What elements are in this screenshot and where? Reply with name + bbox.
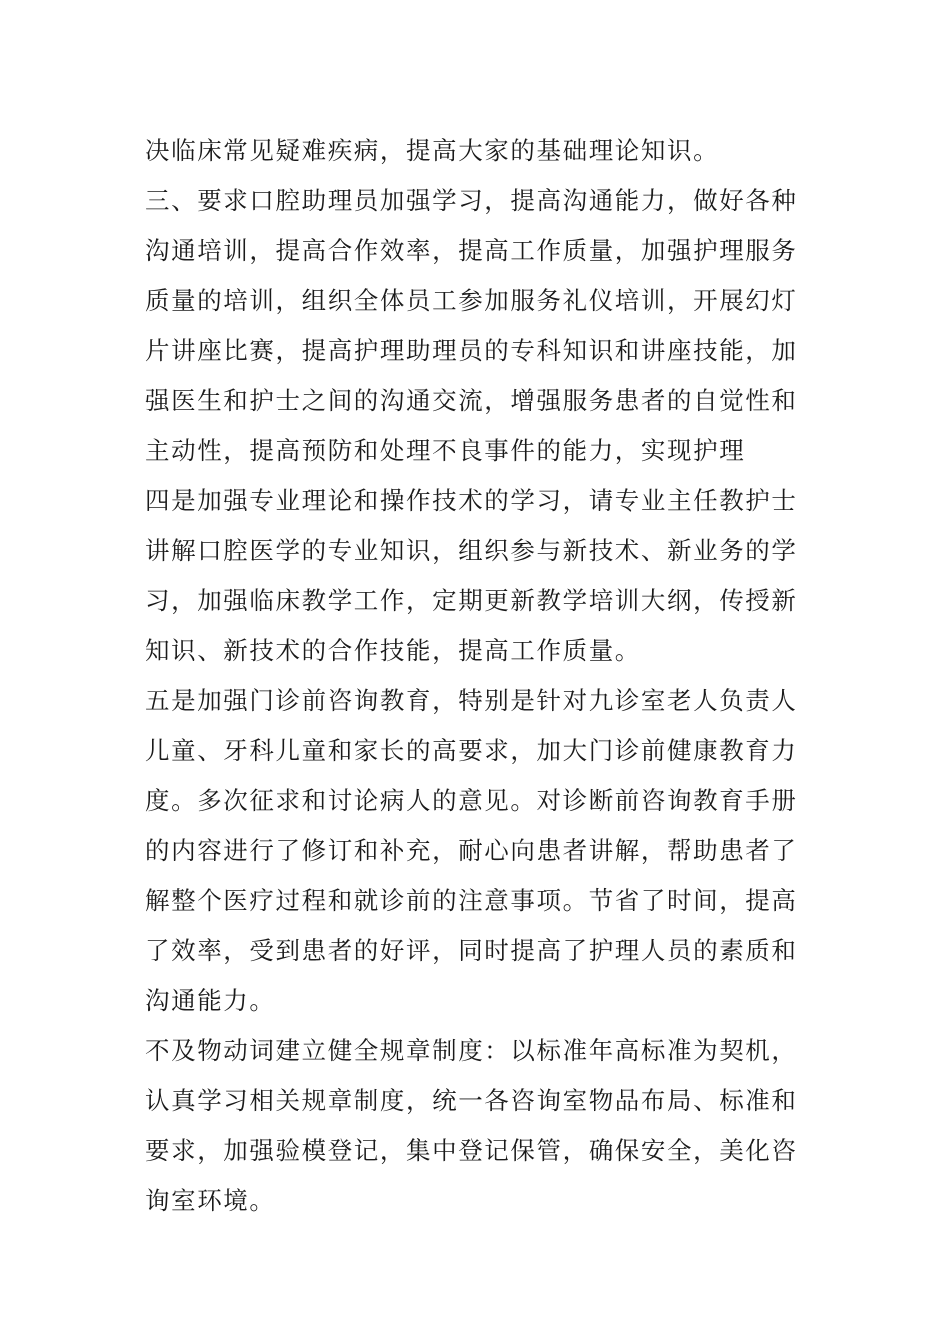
text-line: 讲解口腔医学的专业知识，组织参与新技术、新业务的学 — [145, 536, 798, 565]
text-line: 沟通能力。 — [145, 986, 276, 1015]
text-line: 知识、新技术的合作技能，提高工作质量。 — [145, 636, 641, 665]
text-line: 不及物动词建立健全规章制度：以标准年高标准为契机， — [145, 1036, 798, 1065]
text-line: 四是加强专业理论和操作技术的学习，请专业主任教护士 — [145, 486, 798, 515]
text-line: 五是加强门诊前咨询教育，特别是针对九诊室老人负责人 — [145, 686, 798, 715]
text-line: 决临床常见疑难疾病，提高大家的基础理论知识。 — [145, 136, 720, 165]
text-line: 的内容进行了修订和补充，耐心向患者讲解，帮助患者了 — [145, 836, 798, 865]
text-line: 三、要求口腔助理员加强学习，提高沟通能力，做好各种 — [145, 186, 798, 215]
text-line: 片讲座比赛，提高护理助理员的专科知识和讲座技能，加 — [145, 336, 798, 365]
text-line: 询室环境。 — [145, 1186, 276, 1215]
text-line: 沟通培训，提高合作效率，提高工作质量，加强护理服务 — [145, 236, 798, 265]
text-line: 要求，加强验模登记，集中登记保管，确保安全，美化咨 — [145, 1136, 798, 1165]
text-line: 度。多次征求和讨论病人的意见。对诊断前咨询教育手册 — [145, 786, 798, 815]
text-line: 习，加强临床教学工作，定期更新教学培训大纲，传授新 — [145, 586, 798, 615]
text-line: 强医生和护士之间的沟通交流，增强服务患者的自觉性和 — [145, 386, 798, 415]
text-line: 认真学习相关规章制度，统一各咨询室物品布局、标准和 — [145, 1086, 798, 1115]
text-line: 主动性，提高预防和处理不良事件的能力，实现护理 — [145, 436, 746, 465]
document-body — [145, 126, 815, 1226]
text-line: 儿童、牙科儿童和家长的高要求，加大门诊前健康教育力 — [145, 736, 798, 765]
text-line: 解整个医疗过程和就诊前的注意事项。节省了时间，提高 — [145, 886, 798, 915]
text-line: 质量的培训，组织全体员工参加服务礼仪培训，开展幻灯 — [145, 286, 798, 315]
text-line: 了效率，受到患者的好评，同时提高了护理人员的素质和 — [145, 936, 798, 965]
